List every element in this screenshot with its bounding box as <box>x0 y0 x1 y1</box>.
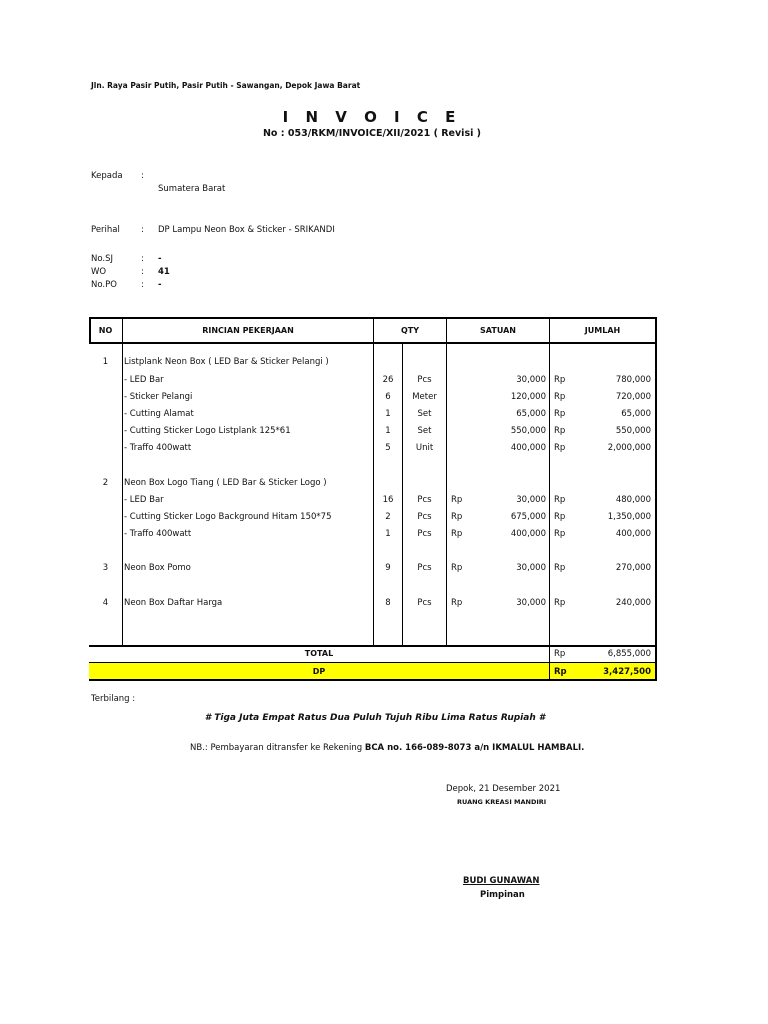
row-10-rp1: Rp <box>451 563 463 573</box>
row-5-unit: Unit <box>415 443 434 453</box>
row-0-desc: Listplank Neon Box ( LED Bar & Sticker Pelangi ) <box>124 357 329 367</box>
row-9-unit: Pcs <box>417 529 432 539</box>
invoice-title: I N V O I C E <box>282 108 462 126</box>
payment-note-bank: BCA no. 166-089-8073 a/n IKMALUL HAMBALI. <box>364 743 585 753</box>
row-9-total: 400,000 <box>615 529 651 539</box>
row-3-price: 65,000 <box>516 409 546 419</box>
row-7-total: 480,000 <box>615 495 651 505</box>
row-7-desc: - LED Bar <box>124 495 164 505</box>
invoice-table <box>89 317 657 681</box>
row-8-rp1: Rp <box>451 512 463 522</box>
row-9-rp1: Rp <box>451 529 463 539</box>
kepada-colon: : <box>141 171 144 181</box>
row-2-qty: 6 <box>385 392 391 402</box>
row-7-qty: 16 <box>382 495 394 505</box>
row-1-total: 780,000 <box>615 375 651 385</box>
col-divider-desc <box>373 317 374 645</box>
row-2-desc: - Sticker Pelangi <box>124 392 193 402</box>
col-divider-unit <box>446 317 447 645</box>
header-rincian: RINCIAN PEKERJAAN <box>202 325 294 335</box>
header-satuan: SATUAN <box>480 325 516 335</box>
row-7-unit: Pcs <box>417 495 432 505</box>
payment-note <box>190 743 584 753</box>
nopo-colon: : <box>141 280 144 290</box>
col-divider-price <box>549 317 550 681</box>
signer-role: Pimpinan <box>480 890 525 900</box>
company-name: RUANG KREASI MANDIRI <box>457 798 547 806</box>
header-no: NO <box>98 325 113 335</box>
row-11-unit: Pcs <box>417 598 432 608</box>
signer-name: BUDI GUNAWAN <box>463 876 540 886</box>
total-label: TOTAL <box>304 649 334 658</box>
row-11-rp2: Rp <box>554 598 566 608</box>
terbilang-text: # Tiga Juta Empat Ratus Dua Puluh Tujuh Ribu Lima Ratus Rupiah # <box>204 713 546 723</box>
nosj-colon: : <box>141 254 144 264</box>
dp-top-border <box>89 662 657 663</box>
row-5-total: 2,000,000 <box>607 443 651 453</box>
row-10-unit: Pcs <box>417 563 432 573</box>
row-5-desc: - Traffo 400watt <box>124 443 192 453</box>
row-3-qty: 1 <box>385 409 391 419</box>
dp-currency: Rp <box>554 667 567 677</box>
row-8-desc: - Cutting Sticker Logo Background Hitam 150*75 <box>124 512 332 522</box>
header-jumlah: JUMLAH <box>584 325 621 335</box>
row-7-price: 30,000 <box>516 495 546 505</box>
row-8-rp2: Rp <box>554 512 566 522</box>
nosj-value: - <box>158 254 162 264</box>
row-0-no: 1 <box>102 357 109 367</box>
row-2-unit: Meter <box>412 392 437 402</box>
wo-value: 41 <box>158 267 170 277</box>
row-5-qty: 5 <box>385 443 391 453</box>
payment-note-prefix: NB.: Pembayaran ditransfer ke Rekening <box>190 743 365 753</box>
row-9-qty: 1 <box>385 529 391 539</box>
row-4-total: 550,000 <box>615 426 651 436</box>
kepada-label: Kepada <box>91 171 123 181</box>
row-7-rp1: Rp <box>451 495 463 505</box>
row-3-rp2: Rp <box>554 409 566 419</box>
row-8-total: 1,350,000 <box>607 512 651 522</box>
perihal-value: DP Lampu Neon Box & Sticker - SRIKANDI <box>158 225 335 235</box>
col-divider-no <box>122 317 123 645</box>
row-10-qty: 9 <box>385 563 391 573</box>
row-5-price: 400,000 <box>510 443 546 453</box>
row-1-price: 30,000 <box>516 375 546 385</box>
perihal-colon: : <box>141 225 144 235</box>
row-11-no: 4 <box>102 598 109 608</box>
dp-label: DP <box>312 667 326 676</box>
row-3-unit: Set <box>417 409 432 419</box>
row-4-unit: Set <box>417 426 432 436</box>
total-currency: Rp <box>554 649 566 659</box>
total-value: 6,855,000 <box>607 649 651 659</box>
row-9-desc: - Traffo 400watt <box>124 529 192 539</box>
row-2-price: 120,000 <box>510 392 546 402</box>
row-10-desc: Neon Box Pomo <box>124 563 191 573</box>
row-11-desc: Neon Box Daftar Harga <box>124 598 223 608</box>
row-4-rp2: Rp <box>554 426 566 436</box>
row-2-rp2: Rp <box>554 392 566 402</box>
kepada-value: Sumatera Barat <box>158 184 226 194</box>
row-6-desc: Neon Box Logo Tiang ( LED Bar & Sticker Logo ) <box>124 478 327 488</box>
row-11-qty: 8 <box>385 598 391 608</box>
row-3-total: 65,000 <box>621 409 651 419</box>
wo-label: WO <box>91 267 107 277</box>
row-3-desc: - Cutting Alamat <box>124 409 194 419</box>
nosj-label: No.SJ <box>91 254 114 264</box>
table-border-bottom <box>89 679 657 681</box>
row-11-rp1: Rp <box>451 598 463 608</box>
nopo-value: - <box>158 280 162 290</box>
row-9-rp2: Rp <box>554 529 566 539</box>
row-5-rp2: Rp <box>554 443 566 453</box>
row-1-unit: Pcs <box>417 375 432 385</box>
row-4-qty: 1 <box>385 426 391 436</box>
company-address: Jln. Raya Pasir Putih, Pasir Putih - Sawangan, Depok Jawa Barat <box>91 81 361 90</box>
row-2-total: 720,000 <box>615 392 651 402</box>
nopo-label: No.PO <box>91 280 117 290</box>
row-10-price: 30,000 <box>516 563 546 573</box>
row-11-price: 30,000 <box>516 598 546 608</box>
row-6-no: 2 <box>102 478 109 488</box>
row-10-no: 3 <box>102 563 109 573</box>
row-8-unit: Pcs <box>417 512 432 522</box>
row-1-desc: - LED Bar <box>124 375 164 385</box>
row-8-price: 675,000 <box>510 512 546 522</box>
row-1-rp2: Rp <box>554 375 566 385</box>
total-top-border <box>89 645 657 647</box>
row-4-price: 550,000 <box>510 426 546 436</box>
row-11-total: 240,000 <box>615 598 651 608</box>
row-1-qty: 26 <box>382 375 394 385</box>
terbilang-label: Terbilang : <box>91 694 136 704</box>
perihal-label: Perihal <box>91 225 120 235</box>
row-8-qty: 2 <box>385 512 391 522</box>
header-qty: QTY <box>400 325 420 335</box>
invoice-date: Depok, 21 Desember 2021 <box>446 784 561 794</box>
row-4-desc: - Cutting Sticker Logo Listplank 125*61 <box>124 426 291 436</box>
row-7-rp2: Rp <box>554 495 566 505</box>
dp-value: 3,427,500 <box>603 667 651 677</box>
row-9-price: 400,000 <box>510 529 546 539</box>
table-border-right <box>655 317 657 681</box>
row-10-total: 270,000 <box>615 563 651 573</box>
wo-colon: : <box>141 267 144 277</box>
row-10-rp2: Rp <box>554 563 566 573</box>
invoice-number: No : 053/RKM/INVOICE/XII/2021 ( Revisi ) <box>262 128 482 139</box>
